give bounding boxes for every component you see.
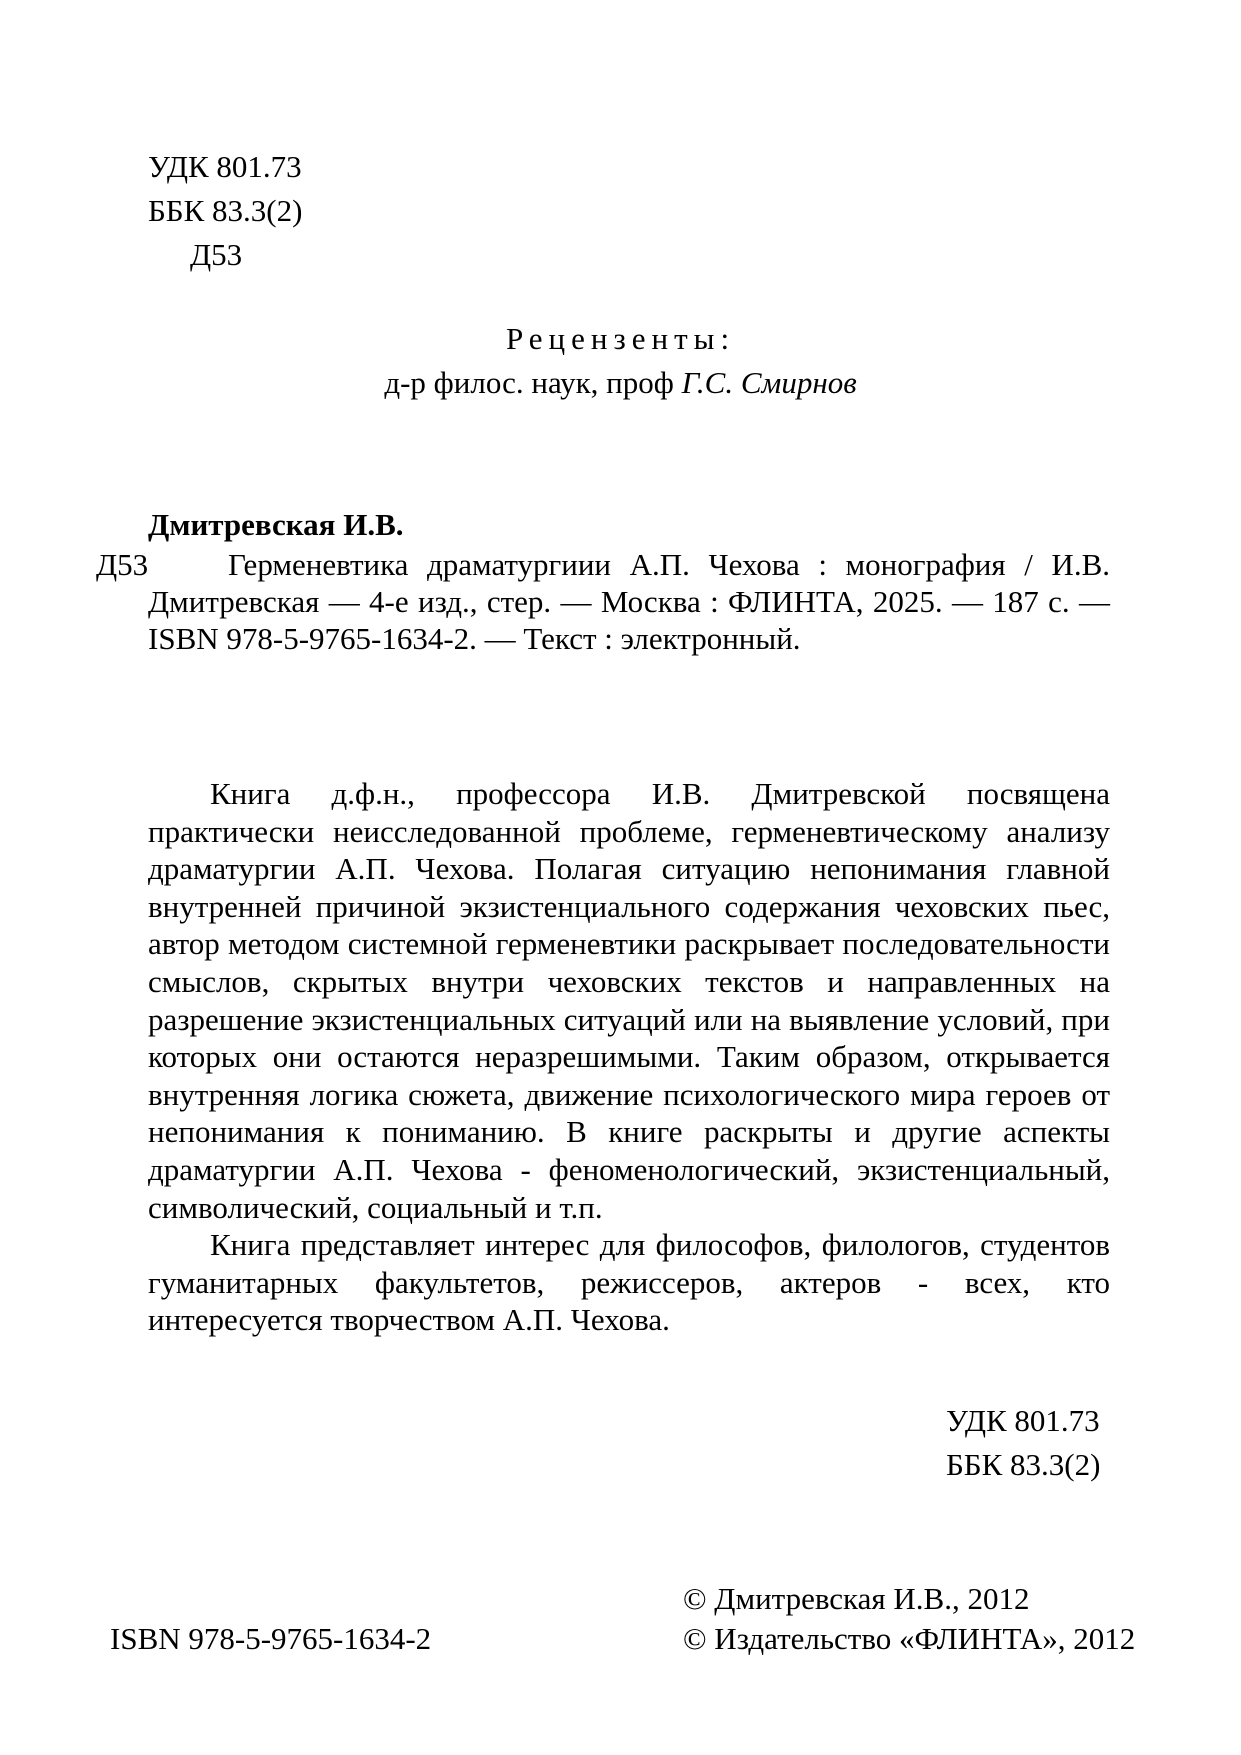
abstract-paragraph-1: Книга д.ф.н., профессора И.В. Дмитревской посвящена практически неисследованной проблеме, герменевтическому анализу драматургии А.П. Чехова. Полагая ситуацию непонимания главной внутренней причиной экзистенциального содержания чеховских пьес, автор методом системной герменевтики раскрывает последовательности смыслов, скрытых внутри чеховских текстов и направленных на разрешение экзистенциальных ситуаций или на выявление условий, при которых они остаются неразрешимыми. Таким образом, открывается внутренняя логика сюжета, движение психологического мира героев от непонимания к пониманию. В книге раскрыты и другие аспекты драматургии А.П. Чехова - феноменологический, экзистенциальный, символический, социальный и т.п. bbox=[148, 776, 1110, 1225]
reviewer-name: Г.С. Смирнов bbox=[681, 365, 857, 400]
isbn: ISBN 978-5-9765-1634-2 bbox=[110, 1621, 432, 1656]
bibliography-record: Герменевтика драматургиии А.П. Чехова : монография / И.В. Дмитревская — 4-е изд., стер. — Москва : ФЛИНТА, 2025. — 187 с. — ISBN 978-5-9765-1634-2. — Текст : электронный. bbox=[148, 547, 1110, 656]
bibliography-code: Д53 bbox=[96, 547, 149, 582]
reviewer-line bbox=[0, 364, 1241, 401]
abstract-paragraph-2: Книга представляет интерес для философов, филологов, студентов гуманитарных факультетов, режиссеров, актеров - всех, кто интересуется творчеством А.П. Чехова. bbox=[148, 1227, 1110, 1338]
udk-code-top: УДК 801.73 bbox=[148, 149, 302, 184]
bbk-code-top: ББК 83.3(2) bbox=[148, 193, 303, 228]
author-code-top: Д53 bbox=[190, 237, 243, 272]
bbk-code-bottom: ББК 83.3(2) bbox=[946, 1447, 1101, 1482]
reviewer-degree: д-р филос. наук, проф bbox=[384, 365, 682, 400]
udk-code-bottom: УДК 801.73 bbox=[946, 1403, 1100, 1438]
bibliography-author: Дмитревская И.В. bbox=[148, 507, 404, 542]
reviewers-heading: Рецензенты: bbox=[505, 321, 736, 356]
copyright-publisher: © Издательство «ФЛИНТА», 2012 bbox=[683, 1621, 1136, 1656]
copyright-author: © Дмитревская И.В., 2012 bbox=[683, 1581, 1030, 1616]
abstract bbox=[148, 775, 1110, 1339]
